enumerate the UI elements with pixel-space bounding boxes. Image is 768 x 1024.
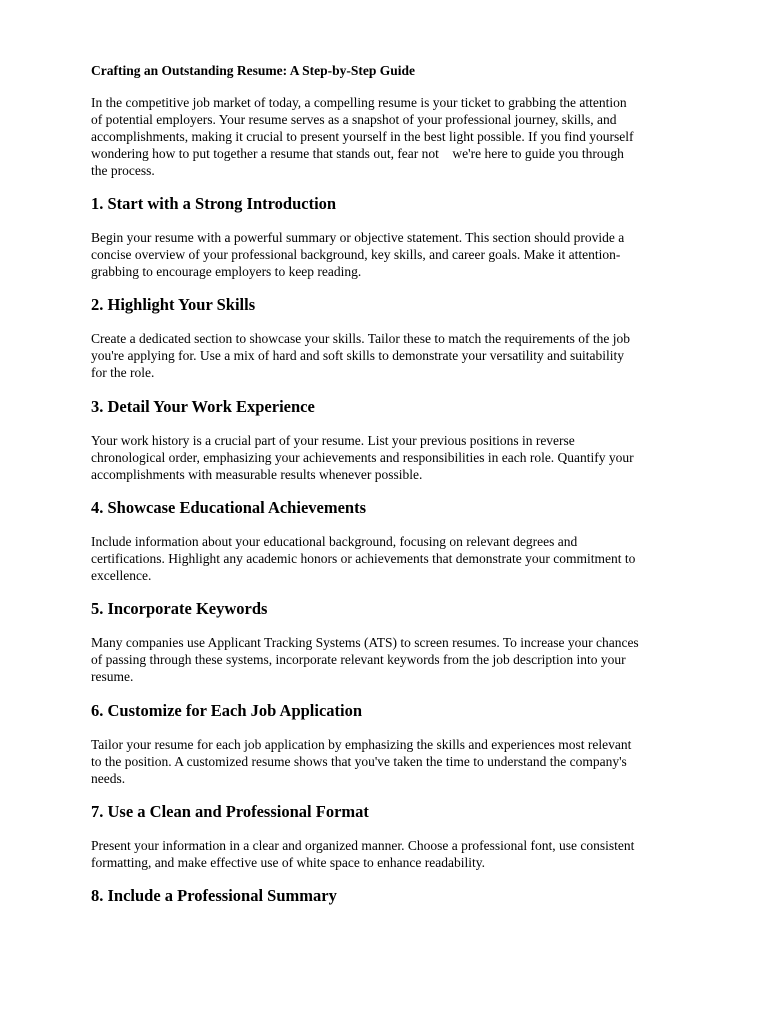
- section-heading-3: 3. Detail Your Work Experience: [91, 397, 315, 416]
- section-heading-6: 6. Customize for Each Job Application: [91, 701, 363, 720]
- paragraph-line: Present your information in a clear and organized manner. Choose a professional font, use consistent: [91, 838, 635, 853]
- intro-line: accomplishments, making it crucial to present yourself in the best light possible. If you find yourself: [91, 129, 634, 144]
- intro-line: wondering how to put together a resume that stands out, fear not we're here to guide you through: [91, 146, 624, 161]
- paragraph-line: accomplishments with measurable results whenever possible.: [91, 467, 423, 482]
- paragraph-line: certifications. Highlight any academic honors or achievements that demonstrate your commitment to: [91, 551, 636, 566]
- paragraph-line: grabbing to encourage employers to keep reading.: [91, 264, 362, 279]
- paragraph-line: Many companies use Applicant Tracking Systems (ATS) to screen resumes. To increase your chances: [91, 635, 639, 650]
- paragraph-line: Create a dedicated section to showcase your skills. Tailor these to match the requirements of the job: [91, 331, 631, 346]
- section-paragraph-1: [91, 229, 731, 280]
- section-paragraph-2: [91, 330, 731, 381]
- section-heading-2: 2. Highlight Your Skills: [91, 295, 256, 314]
- paragraph-line: concise overview of your professional background, key skills, and career goals. Make it attention-: [91, 247, 621, 262]
- section-paragraph-7: [91, 837, 731, 871]
- document-title: Crafting an Outstanding Resume: A Step-by-Step Guide: [91, 63, 416, 78]
- paragraph-line: excellence.: [91, 568, 152, 583]
- section-heading-1: 1. Start with a Strong Introduction: [91, 194, 337, 213]
- paragraph-line: needs.: [91, 771, 126, 786]
- paragraph-line: you're applying for. Use a mix of hard and soft skills to demonstrate your versatility and suitability: [91, 348, 624, 363]
- paragraph-line: formatting, and make effective use of white space to enhance readability.: [91, 855, 485, 870]
- intro-paragraph: [91, 94, 731, 179]
- section-paragraph-5: [91, 634, 731, 685]
- paragraph-line: Your work history is a crucial part of your resume. List your previous positions in reverse: [91, 433, 575, 448]
- section-paragraph-4: [91, 533, 731, 584]
- paragraph-line: Tailor your resume for each job application by emphasizing the skills and experiences most relevant: [91, 737, 632, 752]
- intro-line: the process.: [91, 163, 155, 178]
- section-heading-8: 8. Include a Professional Summary: [91, 886, 337, 905]
- section-paragraph-3: [91, 432, 731, 483]
- section-heading-5: 5. Incorporate Keywords: [91, 599, 268, 618]
- section-heading-7: 7. Use a Clean and Professional Format: [91, 802, 369, 821]
- paragraph-line: resume.: [91, 669, 134, 684]
- intro-line: In the competitive job market of today, a compelling resume is your ticket to grabbing the attention: [91, 95, 627, 110]
- paragraph-line: Begin your resume with a powerful summary or objective statement. This section should provide a: [91, 230, 625, 245]
- paragraph-line: for the role.: [91, 365, 155, 380]
- paragraph-line: of passing through these systems, incorporate relevant keywords from the job description into your: [91, 652, 626, 667]
- section-paragraph-6: [91, 736, 731, 787]
- section-heading-4: 4. Showcase Educational Achievements: [91, 498, 367, 517]
- intro-line: of potential employers. Your resume serves as a snapshot of your professional journey, skills, and: [91, 112, 617, 127]
- paragraph-line: chronological order, emphasizing your achievements and responsibilities in each role. Quantify your: [91, 450, 634, 465]
- paragraph-line: to the position. A customized resume shows that you've taken the time to understand the company's: [91, 754, 627, 769]
- paragraph-line: Include information about your educational background, focusing on relevant degrees and: [91, 534, 578, 549]
